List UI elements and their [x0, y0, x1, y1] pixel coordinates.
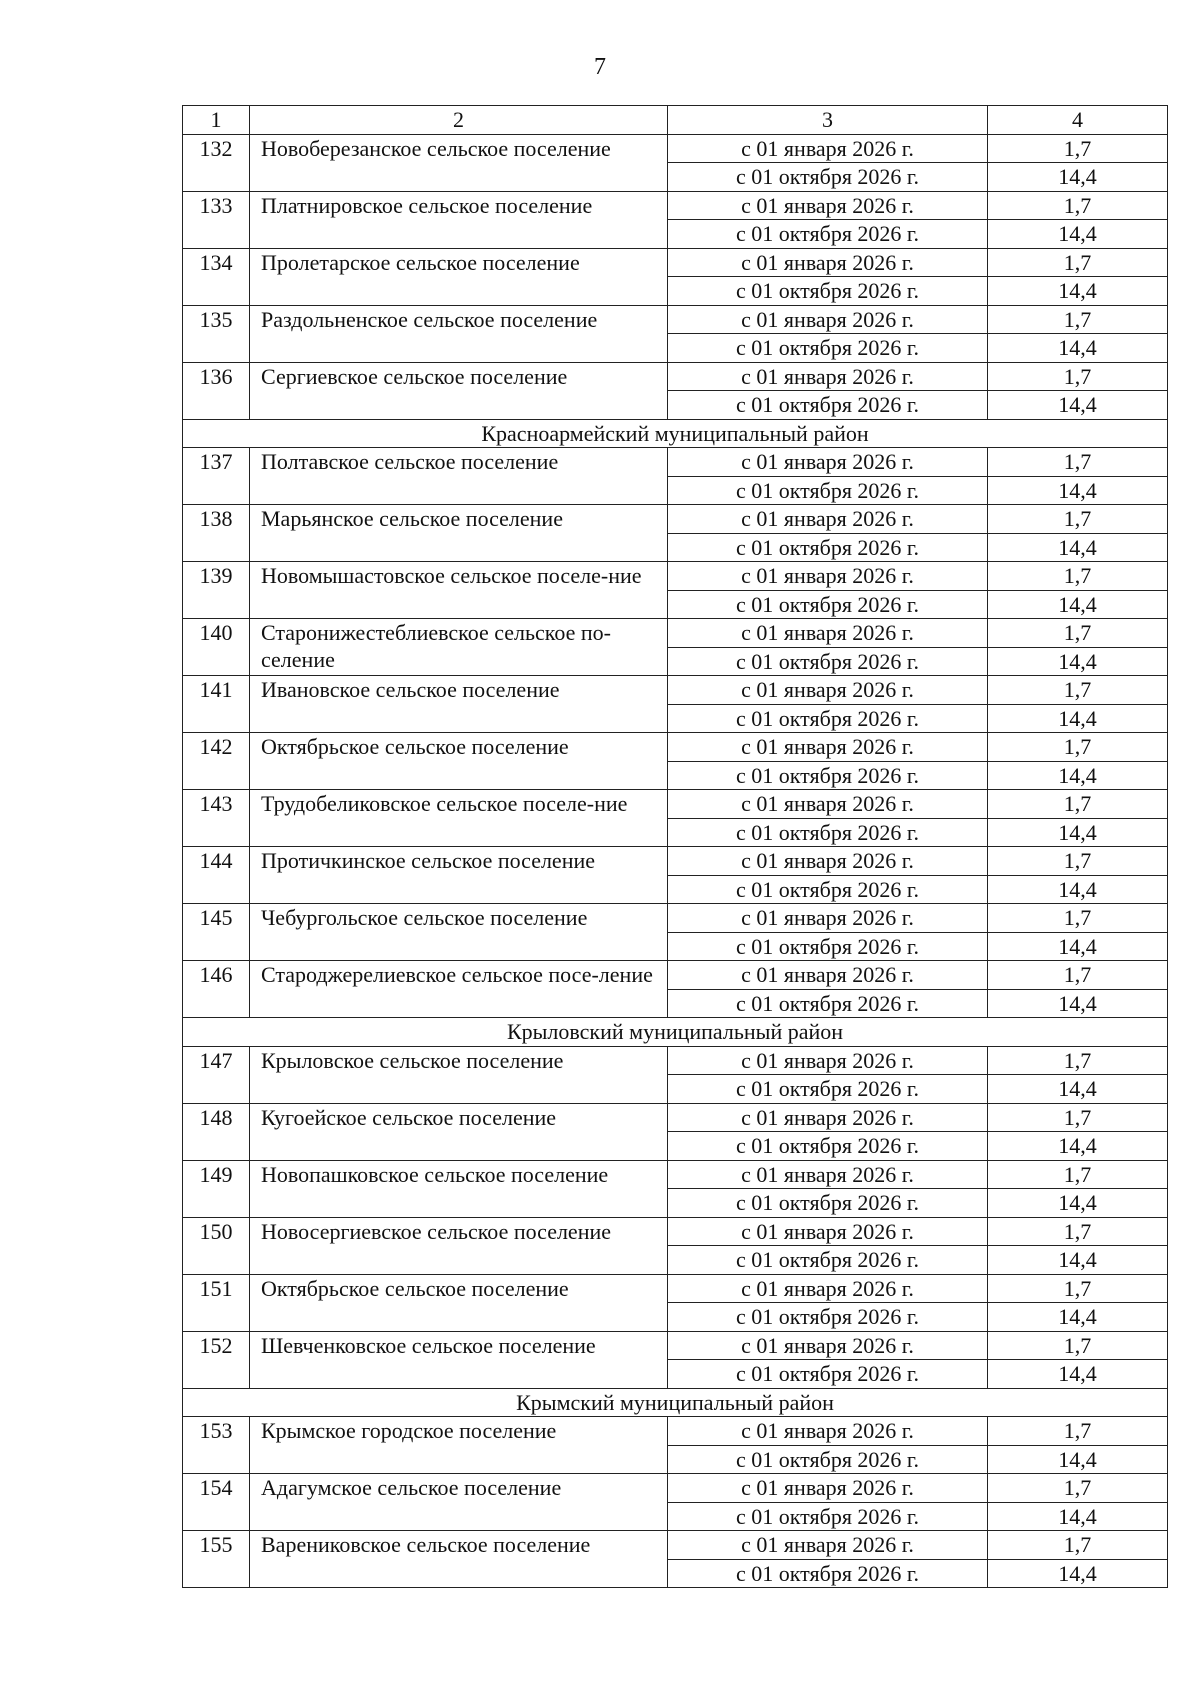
effective-date: с 01 января 2026 г. — [668, 961, 988, 990]
effective-date: с 01 октября 2026 г. — [668, 1303, 988, 1332]
settlement-name: Варениковское сельское поселение — [250, 1531, 668, 1588]
district-heading: Красноармейский муниципальный район — [183, 419, 1168, 448]
effective-date: с 01 января 2026 г. — [668, 1160, 988, 1189]
rate-value: 1,7 — [988, 1417, 1168, 1446]
settlement-name: Платнировское сельское поселение — [250, 191, 668, 248]
effective-date: с 01 октября 2026 г. — [668, 391, 988, 420]
rate-value: 14,4 — [988, 761, 1168, 790]
effective-date: с 01 октября 2026 г. — [668, 1075, 988, 1104]
rate-value: 14,4 — [988, 647, 1168, 676]
effective-date: с 01 января 2026 г. — [668, 1217, 988, 1246]
rate-value: 1,7 — [988, 619, 1168, 648]
rate-value: 1,7 — [988, 134, 1168, 163]
rate-value: 1,7 — [988, 505, 1168, 534]
column-header-1: 1 — [183, 106, 250, 135]
effective-date: с 01 января 2026 г. — [668, 448, 988, 477]
effective-date: с 01 января 2026 г. — [668, 191, 988, 220]
effective-date: с 01 января 2026 г. — [668, 1046, 988, 1075]
rate-value: 1,7 — [988, 1217, 1168, 1246]
table-row — [183, 134, 1168, 163]
effective-date: с 01 января 2026 г. — [668, 562, 988, 591]
row-number: 151 — [183, 1274, 250, 1331]
rate-value: 14,4 — [988, 1502, 1168, 1531]
rate-value: 14,4 — [988, 391, 1168, 420]
settlement-name: Старонижестеблиевское сельское по-селение — [250, 619, 668, 676]
row-number: 142 — [183, 733, 250, 790]
rate-value: 1,7 — [988, 1160, 1168, 1189]
effective-date: с 01 января 2026 г. — [668, 676, 988, 705]
column-header-2: 2 — [250, 106, 668, 135]
rate-value: 1,7 — [988, 733, 1168, 762]
table-row — [183, 676, 1168, 705]
row-number: 139 — [183, 562, 250, 619]
settlement-name: Октябрьское сельское поселение — [250, 733, 668, 790]
table-row — [183, 1274, 1168, 1303]
rate-value: 1,7 — [988, 362, 1168, 391]
district-row — [183, 419, 1168, 448]
rate-value: 1,7 — [988, 847, 1168, 876]
rate-value: 1,7 — [988, 1103, 1168, 1132]
effective-date: с 01 октября 2026 г. — [668, 1132, 988, 1161]
table-row — [183, 1531, 1168, 1560]
effective-date: с 01 января 2026 г. — [668, 1331, 988, 1360]
effective-date: с 01 октября 2026 г. — [668, 590, 988, 619]
rate-value: 14,4 — [988, 590, 1168, 619]
table-row — [183, 904, 1168, 933]
rate-value: 14,4 — [988, 220, 1168, 249]
effective-date: с 01 января 2026 г. — [668, 847, 988, 876]
row-number: 150 — [183, 1217, 250, 1274]
settlement-name: Ивановское сельское поселение — [250, 676, 668, 733]
settlement-name: Марьянское сельское поселение — [250, 505, 668, 562]
header-row — [183, 106, 1168, 135]
effective-date: с 01 октября 2026 г. — [668, 1559, 988, 1588]
row-number: 137 — [183, 448, 250, 505]
rate-value: 1,7 — [988, 790, 1168, 819]
effective-date: с 01 января 2026 г. — [668, 1531, 988, 1560]
table-row — [183, 562, 1168, 591]
effective-date: с 01 октября 2026 г. — [668, 1502, 988, 1531]
effective-date: с 01 октября 2026 г. — [668, 1246, 988, 1275]
effective-date: с 01 октября 2026 г. — [668, 932, 988, 961]
rate-value: 14,4 — [988, 163, 1168, 192]
rate-value: 1,7 — [988, 1474, 1168, 1503]
table-row — [183, 1160, 1168, 1189]
row-number: 148 — [183, 1103, 250, 1160]
rate-value: 14,4 — [988, 277, 1168, 306]
rate-value: 14,4 — [988, 1445, 1168, 1474]
table-row — [183, 305, 1168, 334]
settlement-name: Чебургольское сельское поселение — [250, 904, 668, 961]
rate-value: 14,4 — [988, 1075, 1168, 1104]
table-row — [183, 1417, 1168, 1446]
rate-value: 1,7 — [988, 562, 1168, 591]
effective-date: с 01 октября 2026 г. — [668, 989, 988, 1018]
effective-date: с 01 января 2026 г. — [668, 1274, 988, 1303]
row-number: 152 — [183, 1331, 250, 1388]
settlement-name: Кугоейское сельское поселение — [250, 1103, 668, 1160]
settlement-name: Сергиевское сельское поселение — [250, 362, 668, 419]
rate-value: 1,7 — [988, 448, 1168, 477]
settlement-name: Протичкинское сельское поселение — [250, 847, 668, 904]
settlement-name: Октябрьское сельское поселение — [250, 1274, 668, 1331]
rate-value: 1,7 — [988, 1531, 1168, 1560]
effective-date: с 01 января 2026 г. — [668, 790, 988, 819]
settlement-name: Трудобеликовское сельское поселе-ние — [250, 790, 668, 847]
table-row — [183, 1474, 1168, 1503]
effective-date: с 01 января 2026 г. — [668, 733, 988, 762]
effective-date: с 01 октября 2026 г. — [668, 533, 988, 562]
settlement-name: Пролетарское сельское поселение — [250, 248, 668, 305]
effective-date: с 01 октября 2026 г. — [668, 704, 988, 733]
effective-date: с 01 января 2026 г. — [668, 362, 988, 391]
effective-date: с 01 октября 2026 г. — [668, 334, 988, 363]
rate-value: 14,4 — [988, 334, 1168, 363]
table-row — [183, 619, 1168, 648]
row-number: 153 — [183, 1417, 250, 1474]
row-number: 135 — [183, 305, 250, 362]
effective-date: с 01 января 2026 г. — [668, 904, 988, 933]
effective-date: с 01 октября 2026 г. — [668, 761, 988, 790]
effective-date: с 01 января 2026 г. — [668, 619, 988, 648]
district-row — [183, 1018, 1168, 1047]
effective-date: с 01 октября 2026 г. — [668, 875, 988, 904]
effective-date: с 01 января 2026 г. — [668, 134, 988, 163]
settlement-rates-table — [182, 105, 1168, 1588]
table-row — [183, 1331, 1168, 1360]
effective-date: с 01 января 2026 г. — [668, 1474, 988, 1503]
row-number: 155 — [183, 1531, 250, 1588]
rate-value: 14,4 — [988, 989, 1168, 1018]
effective-date: с 01 октября 2026 г. — [668, 818, 988, 847]
settlement-name: Новоберезанское сельское поселение — [250, 134, 668, 191]
table-row — [183, 1103, 1168, 1132]
effective-date: с 01 января 2026 г. — [668, 1417, 988, 1446]
table-body — [183, 106, 1168, 1588]
rate-value: 14,4 — [988, 932, 1168, 961]
effective-date: с 01 января 2026 г. — [668, 248, 988, 277]
row-number: 144 — [183, 847, 250, 904]
settlement-name: Крымское городское поселение — [250, 1417, 668, 1474]
rate-value: 1,7 — [988, 305, 1168, 334]
table-row — [183, 362, 1168, 391]
table-row — [183, 448, 1168, 477]
settlement-name: Раздольненское сельское поселение — [250, 305, 668, 362]
table-row — [183, 847, 1168, 876]
row-number: 145 — [183, 904, 250, 961]
table-row — [183, 961, 1168, 990]
table-row — [183, 505, 1168, 534]
table-row — [183, 733, 1168, 762]
rate-value: 14,4 — [988, 1303, 1168, 1332]
effective-date: с 01 октября 2026 г. — [668, 1189, 988, 1218]
row-number: 132 — [183, 134, 250, 191]
rate-value: 1,7 — [988, 1331, 1168, 1360]
row-number: 140 — [183, 619, 250, 676]
settlement-name: Полтавское сельское поселение — [250, 448, 668, 505]
rate-value: 14,4 — [988, 818, 1168, 847]
rate-value: 14,4 — [988, 1132, 1168, 1161]
row-number: 133 — [183, 191, 250, 248]
settlement-name: Новосергиевское сельское поселение — [250, 1217, 668, 1274]
district-heading: Крымский муниципальный район — [183, 1388, 1168, 1417]
effective-date: с 01 января 2026 г. — [668, 305, 988, 334]
settlement-name: Новопашковское сельское поселение — [250, 1160, 668, 1217]
rate-value: 1,7 — [988, 1046, 1168, 1075]
rate-value: 1,7 — [988, 191, 1168, 220]
rate-value: 1,7 — [988, 904, 1168, 933]
rate-value: 14,4 — [988, 704, 1168, 733]
settlement-name: Адагумское сельское поселение — [250, 1474, 668, 1531]
rate-value: 14,4 — [988, 1246, 1168, 1275]
rate-value: 14,4 — [988, 1559, 1168, 1588]
column-header-3: 3 — [668, 106, 988, 135]
effective-date: с 01 октября 2026 г. — [668, 220, 988, 249]
effective-date: с 01 октября 2026 г. — [668, 647, 988, 676]
page-number: 7 — [594, 54, 606, 80]
table-row — [183, 1217, 1168, 1246]
table-row — [183, 248, 1168, 277]
rate-value: 1,7 — [988, 248, 1168, 277]
row-number: 147 — [183, 1046, 250, 1103]
rate-value: 1,7 — [988, 676, 1168, 705]
settlement-name: Староджерелиевское сельское посе-ление — [250, 961, 668, 1018]
effective-date: с 01 октября 2026 г. — [668, 476, 988, 505]
district-row — [183, 1388, 1168, 1417]
effective-date: с 01 октября 2026 г. — [668, 1360, 988, 1389]
row-number: 141 — [183, 676, 250, 733]
rate-value: 14,4 — [988, 875, 1168, 904]
effective-date: с 01 октября 2026 г. — [668, 277, 988, 306]
rate-value: 1,7 — [988, 1274, 1168, 1303]
effective-date: с 01 октября 2026 г. — [668, 1445, 988, 1474]
row-number: 149 — [183, 1160, 250, 1217]
column-header-4: 4 — [988, 106, 1168, 135]
table-row — [183, 191, 1168, 220]
table-row — [183, 1046, 1168, 1075]
rate-value: 14,4 — [988, 476, 1168, 505]
table-row — [183, 790, 1168, 819]
row-number: 138 — [183, 505, 250, 562]
row-number: 136 — [183, 362, 250, 419]
effective-date: с 01 января 2026 г. — [668, 505, 988, 534]
row-number: 134 — [183, 248, 250, 305]
row-number: 143 — [183, 790, 250, 847]
rate-value: 14,4 — [988, 1360, 1168, 1389]
settlement-name: Новомышастовское сельское поселе-ние — [250, 562, 668, 619]
effective-date: с 01 января 2026 г. — [668, 1103, 988, 1132]
row-number: 146 — [183, 961, 250, 1018]
rate-value: 1,7 — [988, 961, 1168, 990]
rate-value: 14,4 — [988, 1189, 1168, 1218]
effective-date: с 01 октября 2026 г. — [668, 163, 988, 192]
settlement-name: Крыловское сельское поселение — [250, 1046, 668, 1103]
rate-value: 14,4 — [988, 533, 1168, 562]
district-heading: Крыловский муниципальный район — [183, 1018, 1168, 1047]
row-number: 154 — [183, 1474, 250, 1531]
settlement-name: Шевченковское сельское поселение — [250, 1331, 668, 1388]
